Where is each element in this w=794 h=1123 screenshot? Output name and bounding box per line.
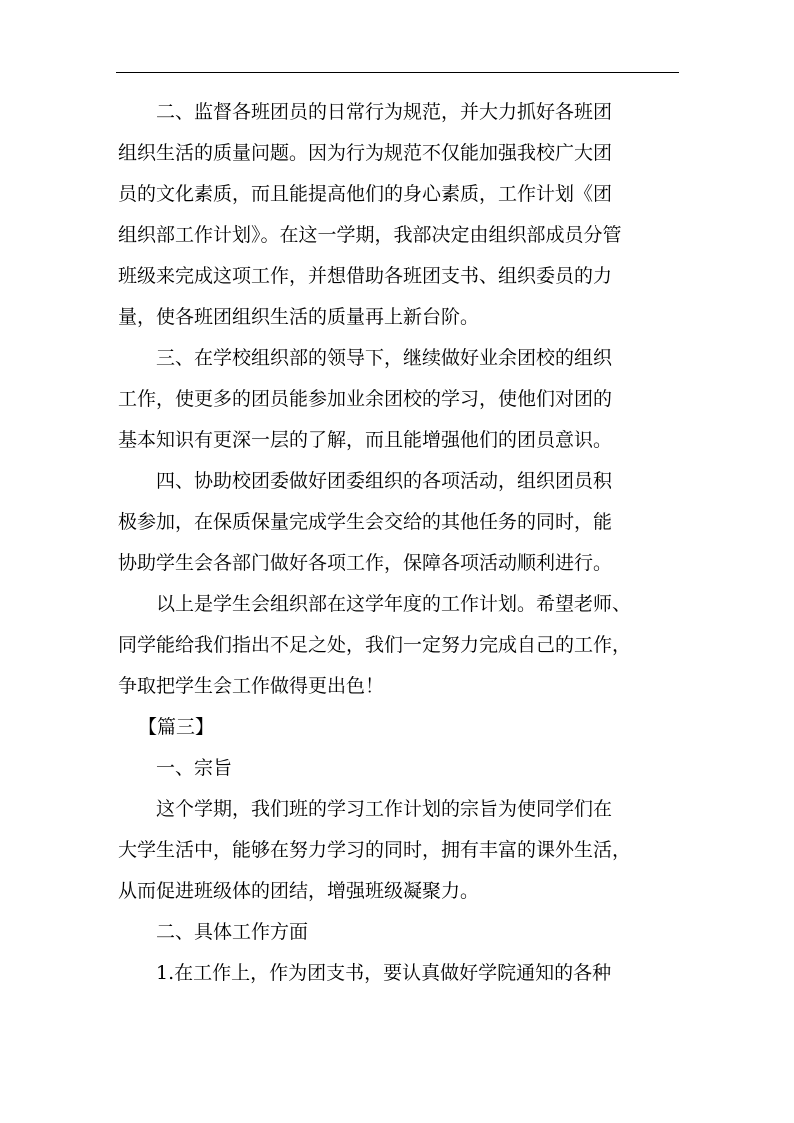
- text-line: 争取把学生会工作做得更出色！: [118, 675, 385, 697]
- section-heading: 二、具体工作方面: [156, 921, 309, 943]
- section-heading: 一、宗旨: [156, 757, 233, 779]
- text-line: 从而促进班级体的团结，增强班级凝聚力。: [118, 880, 480, 902]
- text-line: 1.在工作上，作为团支书，要认真做好学院通知的各种: [156, 962, 612, 984]
- text-line: 工作，使更多的团员能参加业余团校的学习，使他们对团的: [118, 388, 613, 410]
- text-line: 大学生活中，能够在努力学习的同时，拥有丰富的课外生活，: [118, 839, 632, 861]
- text-line: 员的文化素质，而且能提高他们的身心素质，工作计划《团: [118, 183, 613, 205]
- section-heading: 【篇三】: [138, 716, 215, 738]
- text-line: 同学能给我们指出不足之处，我们一定努力完成自己的工作，: [118, 634, 632, 656]
- text-line: 班级来完成这项工作，并想借助各班团支书、组织委员的力: [118, 265, 613, 287]
- text-line: 三、在学校组织部的领导下，继续做好业余团校的组织: [156, 347, 613, 369]
- text-line: 四、协助校团委做好团委组织的各项活动，组织团员积: [156, 470, 613, 492]
- text-line: 组织部工作计划》。在这一学期，我部决定由组织部成员分管: [118, 224, 622, 246]
- header-rule: [116, 72, 679, 73]
- document-body: [118, 92, 680, 994]
- text-line: 极参加，在保质保量完成学生会交给的其他任务的同时，能: [118, 511, 613, 533]
- text-line: 量，使各班团组织生活的质量再上新台阶。: [118, 306, 480, 328]
- text-line: 以上是学生会组织部在这学年度的工作计划。希望老师、: [156, 593, 632, 615]
- text-line: 二、监督各班团员的日常行为规范，并大力抓好各班团: [156, 101, 613, 123]
- text-line: 协助学生会各部门做好各项工作，保障各项活动顺利进行。: [118, 552, 613, 574]
- text-line: 组织生活的质量问题。因为行为规范不仅能加强我校广大团: [118, 142, 613, 164]
- text-line: 基本知识有更深一层的了解，而且能增强他们的团员意识。: [118, 429, 613, 451]
- text-line: 这个学期，我们班的学习工作计划的宗旨为使同学们在: [156, 798, 613, 820]
